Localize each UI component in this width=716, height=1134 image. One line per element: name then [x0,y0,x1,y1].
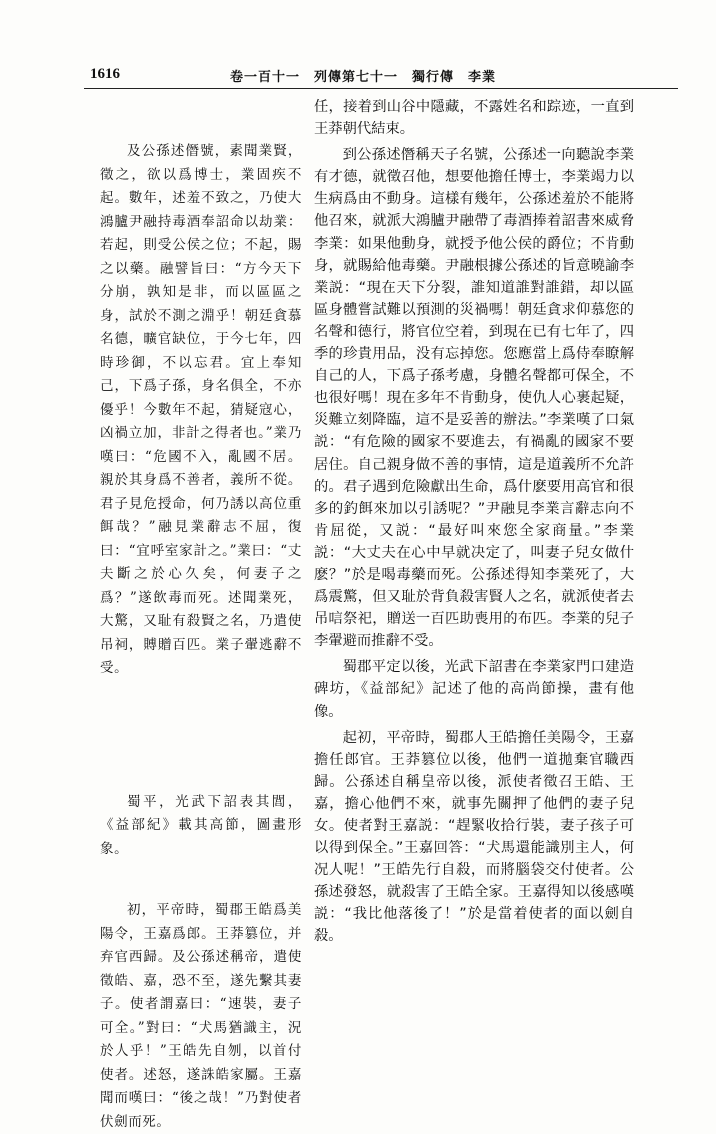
page-number: 1616 [90,66,120,82]
classical-text-column [100,96,302,1130]
translation-paragraph-4: 起初，平帝時，蜀郡人王皓擔任美陽令，王嘉擔任郎官。王莽篡位以後，他們一道拋棄官職西歸。公孫述自稱皇帝以後，派使者徵召王皓、王嘉，擔心他們不來，就事先關押了他們的妻子兒女。使者對王嘉説：“趕緊收拾行裝，妻子孩子可以得到保全。”王嘉回答：“犬馬還能識別主人，何况人呢！”王皓先行自殺，而將腦袋交付使者。公孫述發怒，就殺害了王皓全家。王嘉得知以後感嘆説：“我比他落後了！”於是當着使者的面以劍自殺。 [314,729,634,945]
translation-column [314,96,634,986]
translation-paragraph-1: 任，接着到山谷中隱藏，不露姓名和踪迹，一直到王莽朝代結束。 [314,99,634,138]
classical-paragraph-1: 及公孫述僭號，素聞業賢，徵之，欲以爲博士，業固疾不起。數年，述羞不致之，乃使大鴻臚尹融持毒酒奉詔命以劫業：若起，則受公侯之位；不起，賜之以藥。融譬旨曰：“方今天下分崩，孰知是非，而以區區之身，試於不測之淵乎！朝廷貪慕名德，曠官缺位，于今七年，四時珍御，不以忘君。宜上奉知己，下爲子孫，身名俱全，不亦優乎！今數年不起，猜疑寇心，凶禍立加，非計之得者也。”業乃嘆曰：“危國不入，亂國不居。親於其身爲不善者，義所不從。君子見危授命，何乃誘以高位重餌哉？”融見業辭志不屈，復曰：“宜呼室家計之。”業曰：“丈夫斷之於心久矣，何妻子之爲？”遂飲毒而死。述聞業死，大驚，又耻有殺賢之名，乃遣使吊祠，賻贈百匹。業子翬逃辭不受。 [100,143,302,676]
classical-paragraph-3: 初，平帝時，蜀郡王皓爲美陽令，王嘉爲郎。王莽篡位，并弃官西歸。及公孫述稱帝，遣使徵皓、嘉，恐不至，遂先繫其妻子。使者謂嘉曰：“速裝，妻子可全。”對曰：“犬馬猶識主，況於人乎！”王皓先自刎，以首付使者。述怒，遂誅皓家屬。王嘉聞而嘆曰：“後之哉！”乃對使者伏劍而死。 [100,902,302,1130]
classical-paragraph-2: 蜀平，光武下詔表其閭，《益部紀》載其高節，圖畫形象。 [100,793,302,857]
translation-paragraph-2: 到公孫述僭稱天子名號，公孫述一向聽說李業有才德，就徵召他，想要他擔任博士，李業竭力以生病爲由不動身。這樣有幾年，公孫述羞於不能將他召來，就派大鴻臚尹融帶了毒酒捧着詔書來威脅李業：如果他動身，就授予他公侯的爵位；不肯動身，就賜給他毒藥。尹融根據公孫述的旨意曉諭李業説：“現在天下分裂，誰知道誰對誰錯，却以區區身體嘗試難以預測的災禍嗎！朝廷貪求仰慕您的名聲和德行，將官位空着，到現在已有七年了，四季的珍貴用品，没有忘掉您。您應當上爲侍奉瞭解自己的人，下爲子孫考慮，身體名聲都可保全，不也很好嗎！現在多年不肯動身，使仇人心裹起疑，災難立刻降臨，這不是妥善的辦法。”李業嘆了口氣説：“有危險的國家不要進去，有禍亂的國家不要居住。自己親身做不善的事情，這是道義所不允許的。君子遇到危險獻出生命，爲什麽要用高官和很多的釣餌來加以引誘呢？”尹融見李業言辭志向不肯屈從，又説：“最好叫來您全家商量。”李業説：“大丈夫在心中早就决定了，叫妻子兒女做什麽？”於是喝毒藥而死。公孫述得知李業死了，大爲震驚，但又耻於背負殺害賢人之名，就派使者去吊唁祭祀，贈送一百匹助喪用的布匹。李業的兒子李翬避而推辭不受。 [314,147,634,650]
translation-paragraph-3: 蜀郡平定以後，光武下詔書在李業家門口建造碑坊，《益部紀》記述了他的高尚節操，畫有他像。 [314,659,634,720]
running-head: 卷一百十一 列傳第七十一 獨行傳 李業 [230,70,497,85]
header-rule [84,88,678,89]
page-header [78,62,676,86]
